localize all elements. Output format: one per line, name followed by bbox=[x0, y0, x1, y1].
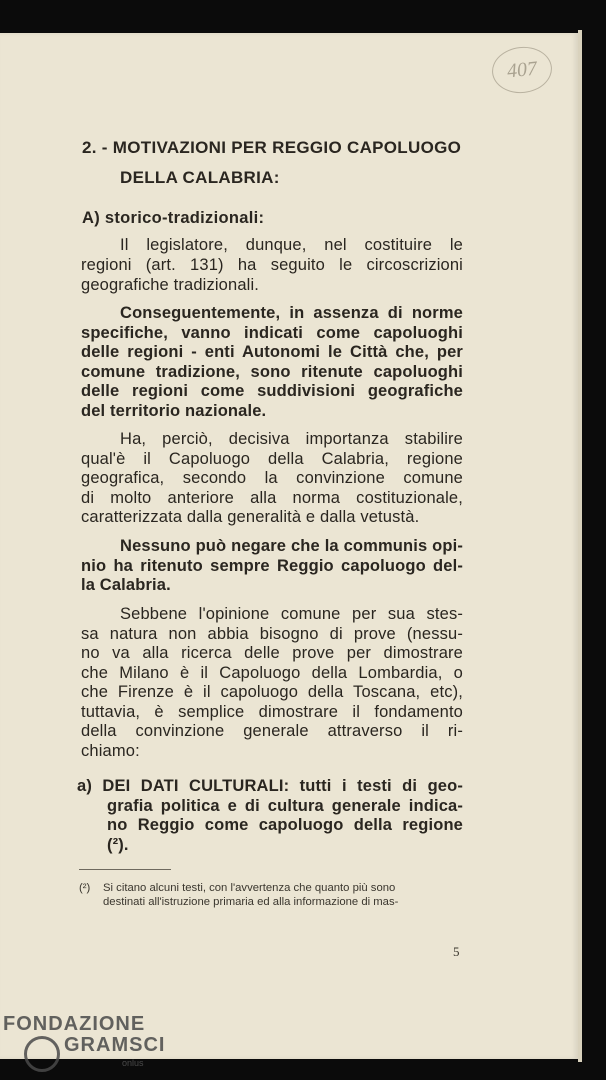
footnote-marker: (²) bbox=[79, 882, 91, 894]
text-line: che Milano è il Capoluogo della Lombardia, o bbox=[81, 664, 463, 682]
text-line-bold: la Calabria. bbox=[81, 576, 171, 594]
text-line: geografiche tradizionali. bbox=[81, 276, 260, 294]
archive-number-stamp: 407 bbox=[490, 44, 554, 96]
text-line: sa natura non abbia bisogno di prove (nessu- bbox=[81, 625, 463, 643]
subsection-heading: A) storico-tradizionali: bbox=[82, 209, 265, 227]
text-line-bold: Conseguentemente, in assenza di norme bbox=[120, 304, 463, 322]
list-item-line: no Reggio come capoluogo della regione bbox=[107, 816, 463, 834]
text-line-bold: delle regioni - enti Autonomi le Città che, per bbox=[81, 343, 463, 361]
section-heading-line2: DELLA CALABRIA: bbox=[120, 168, 280, 187]
text-line: chiamo: bbox=[81, 742, 140, 760]
watermark-line1: FONDAZIONE bbox=[3, 1013, 146, 1035]
list-item-line: (²). bbox=[107, 836, 129, 854]
footnote-divider bbox=[79, 869, 171, 870]
text-line-bold: delle regioni come suddivisioni geografiche bbox=[81, 382, 463, 400]
text-line-bold: specifiche, vanno indicati come capoluoghi bbox=[81, 324, 463, 342]
text-line: qual'è il Capoluogo della Calabria, regione bbox=[81, 450, 463, 468]
watermark-line3: onlus bbox=[122, 1058, 144, 1068]
watermark-logo-icon bbox=[24, 1036, 60, 1072]
list-item-line: grafia politica e di cultura generale indica- bbox=[107, 797, 463, 815]
text-line: Ha, perciò, decisiva importanza stabilire bbox=[120, 430, 463, 448]
watermark-line2: GRAMSCI bbox=[64, 1034, 166, 1056]
text-line: che Firenze è il capoluogo della Toscana, etc), bbox=[81, 683, 463, 701]
text-line: geografica, secondo la convinzione comune bbox=[81, 469, 463, 487]
text-line: tuttavia, è semplice dimostrare il fondamento bbox=[81, 703, 463, 721]
page-number: 5 bbox=[453, 944, 460, 959]
text-line: Sebbene l'opinione comune per sua stes- bbox=[120, 605, 463, 623]
text-line-bold: Nessuno può negare che la communis opi- bbox=[120, 537, 463, 555]
text-line: della convinzione generale attraverso il ri- bbox=[81, 722, 463, 740]
text-line: caratterizzata dalla generalità e dalla vetustà. bbox=[81, 508, 420, 526]
text-line: Il legislatore, dunque, nel costituire le bbox=[120, 236, 463, 254]
text-line: no va alla ricerca delle prove per dimostrare bbox=[81, 644, 463, 662]
footnote-line: Si citano alcuni testi, con l'avvertenza che quanto più sono bbox=[103, 882, 396, 894]
footnote-line: destinati all'istruzione primaria ed alla informazione di mas- bbox=[103, 896, 399, 908]
text-line-bold: del territorio nazionale. bbox=[81, 402, 267, 420]
text-line-bold: comune tradizione, sono ritenute capoluoghi bbox=[81, 363, 463, 381]
text-line-bold: nio ha ritenuto sempre Reggio capoluogo del- bbox=[81, 557, 463, 575]
section-heading: 2. - MOTIVAZIONI PER REGGIO CAPOLUOGO bbox=[82, 138, 462, 157]
text-line: di molto anteriore alla norma costituzionale, bbox=[81, 489, 463, 507]
list-item-line: a) DEI DATI CULTURALI: tutti i testi di geo- bbox=[77, 777, 463, 795]
page-edge bbox=[578, 30, 582, 1062]
text-line: regioni (art. 131) ha seguito le circoscrizioni bbox=[81, 256, 463, 274]
